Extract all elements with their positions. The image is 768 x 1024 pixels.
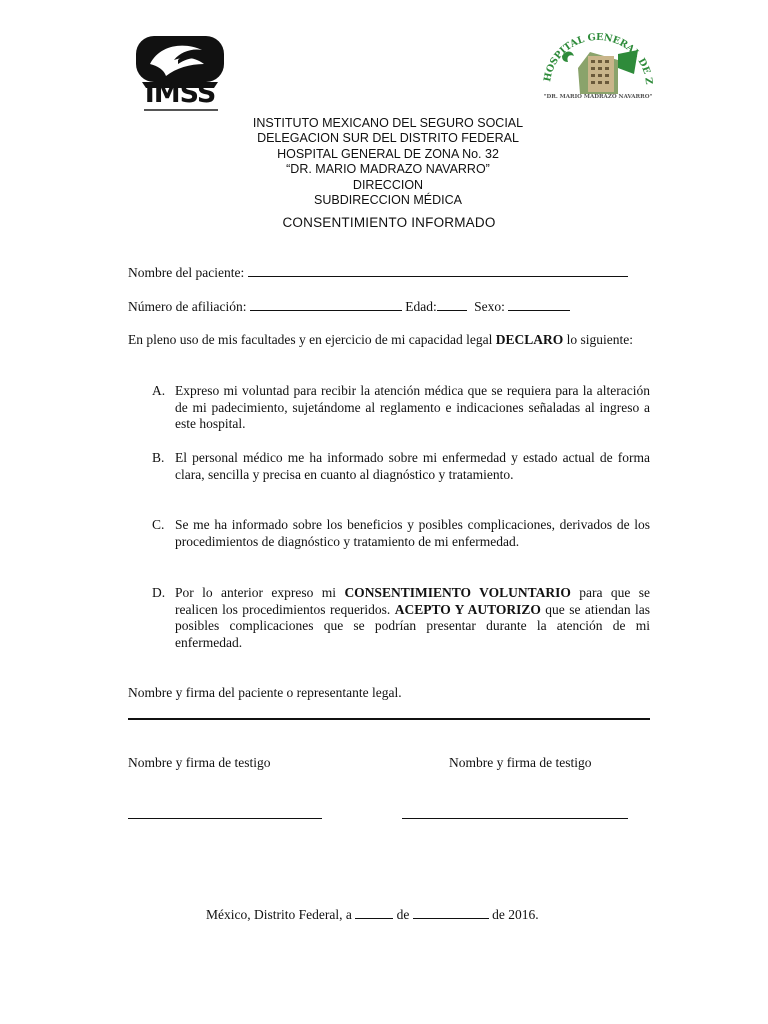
- hospital-seal-logo: [538, 28, 658, 108]
- imss-logo: [130, 34, 230, 114]
- affiliation-row: [128, 298, 648, 316]
- affiliation-field[interactable]: [250, 298, 402, 311]
- header-line: DIRECCION: [352, 177, 424, 192]
- item-d-text-3: que se atiendan las posibles complicaciones que se podrían presentar durante la atención de mi enfermedad.: [175, 601, 650, 650]
- month-field[interactable]: [413, 906, 489, 919]
- witness-1-label: Nombre y firma de testigo: [128, 755, 271, 770]
- item-text: Expreso mi voluntad para recibir la atención médica que se requiera para la alteración de mi padecimiento, sujetándome al reglamento e indicaciones señaladas al ingreso a este hospital.: [175, 383, 650, 431]
- consentimiento-bold: CONSENTIMIENTO VOLUNTARIO: [344, 585, 571, 600]
- affiliation-label: Número de afiliación:: [128, 299, 247, 314]
- witness-2-label: Nombre y firma de testigo: [449, 755, 592, 770]
- item-d-text-1: Por lo anterior expreso mi: [175, 585, 345, 600]
- witness-2-signature-line[interactable]: [402, 818, 628, 819]
- header-line: SUBDIRECCION MÉDICA: [314, 193, 462, 208]
- hospital-seal-arc-text: HOSPITAL GENERAL DE Z: [542, 31, 655, 85]
- declaro-bold: DECLARO: [495, 332, 564, 347]
- de-text: de: [396, 907, 410, 922]
- imss-logo-tagline: [144, 109, 218, 111]
- age-field[interactable]: [437, 298, 467, 311]
- item-letter: C.: [152, 517, 165, 532]
- place-text: México, Distrito Federal, a: [206, 907, 352, 922]
- sex-field[interactable]: [508, 298, 570, 311]
- header-line: DELEGACION SUR DEL DISTRITO FEDERAL: [257, 131, 519, 146]
- item-d-text-2: para que se realicen los procedimientos requeridos.: [175, 585, 651, 617]
- patient-name-label: Nombre del paciente:: [128, 265, 245, 280]
- imss-logo-text: IMSS: [144, 78, 216, 109]
- document-title: CONSENTIMIENTO INFORMADO: [282, 215, 496, 230]
- item-text: El personal médico me ha informado sobre mi enfermedad y estado actual de forma clara, sencilla y precisa en cuanto al diagnóstico y tratamiento.: [175, 450, 650, 482]
- header-line: HOSPITAL GENERAL DE ZONA No. 32: [277, 146, 499, 161]
- institution-header: [128, 116, 648, 208]
- item-letter: D.: [152, 585, 166, 600]
- declaration-text-end: lo siguiente:: [563, 332, 633, 347]
- patient-name-row: [128, 264, 648, 282]
- acepto-bold: ACEPTO Y AUTORIZO: [394, 601, 541, 617]
- sex-label: Sexo:: [474, 299, 505, 314]
- patient-signature-line[interactable]: [128, 718, 650, 720]
- declaration-text: En pleno uso de mis facultades y en ejercicio de mi capacidad legal: [128, 332, 496, 347]
- witness-1-signature-line[interactable]: [128, 818, 322, 819]
- header-line: “DR. MARIO MADRAZO NAVARRO”: [286, 162, 490, 177]
- patient-signature-label: Nombre y firma del paciente o representante legal.: [128, 685, 402, 700]
- day-field[interactable]: [355, 906, 393, 919]
- hospital-seal-caption: "DR. MARIO MADRAZO NAVARRO": [543, 94, 653, 100]
- item-text: [175, 585, 650, 651]
- patient-name-field[interactable]: [248, 264, 628, 277]
- declaration-intro: [128, 332, 650, 349]
- item-letter: B.: [152, 450, 165, 465]
- date-line: [206, 906, 626, 924]
- year-text: de 2016.: [492, 907, 539, 922]
- item-text: Se me ha informado sobre los beneficios y posibles complicaciones, derivados de los procedimientos de diagnóstico y tratamiento de mi enfermedad.: [175, 517, 650, 549]
- item-letter: A.: [152, 383, 166, 398]
- header-line: INSTITUTO MEXICANO DEL SEGURO SOCIAL: [252, 116, 524, 130]
- age-label: Edad:: [405, 299, 437, 314]
